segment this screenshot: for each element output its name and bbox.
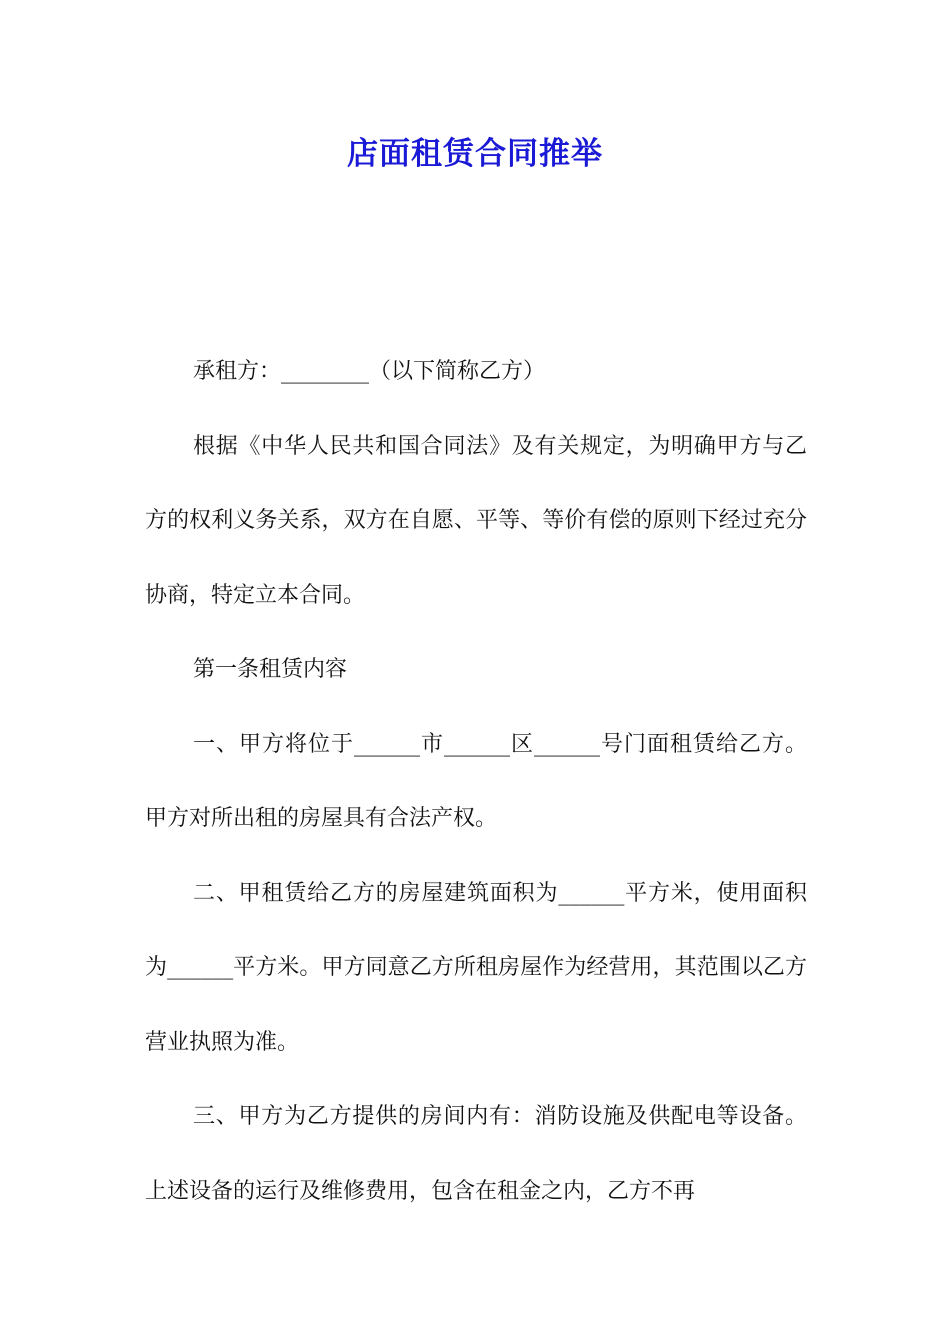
paragraph-lessee: 承租方：________（以下简称乙方） xyxy=(193,359,546,384)
document-title: 店面租赁合同推举 xyxy=(347,136,603,172)
paragraph-clause-3: 三、甲方为乙方提供的房间内有：消防设施及供配电等设备。上述设备的运行及维修费用，包含在租金之内，乙方不再 xyxy=(145,1104,807,1204)
document-body xyxy=(145,335,807,1229)
paragraph-preamble: 根据《中华人民共和国合同法》及有关规定，为明确甲方与乙方的权利义务关系，双方在自愿、平等、等价有偿的原则下经过充分协商，特定立本合同。 xyxy=(145,433,807,608)
paragraph-article-1-heading: 第一条租赁内容 xyxy=(193,657,348,682)
paragraph-clause-2: 二、甲租赁给乙方的房屋建筑面积为______平方米，使用面积为______平方米。甲方同意乙方所租房屋作为经营用，其范围以乙方营业执照为准。 xyxy=(145,880,807,1055)
paragraph-clause-1: 一、甲方将位于______市______区______号门面租赁给乙方。甲方对所出租的房屋具有合法产权。 xyxy=(145,731,807,831)
